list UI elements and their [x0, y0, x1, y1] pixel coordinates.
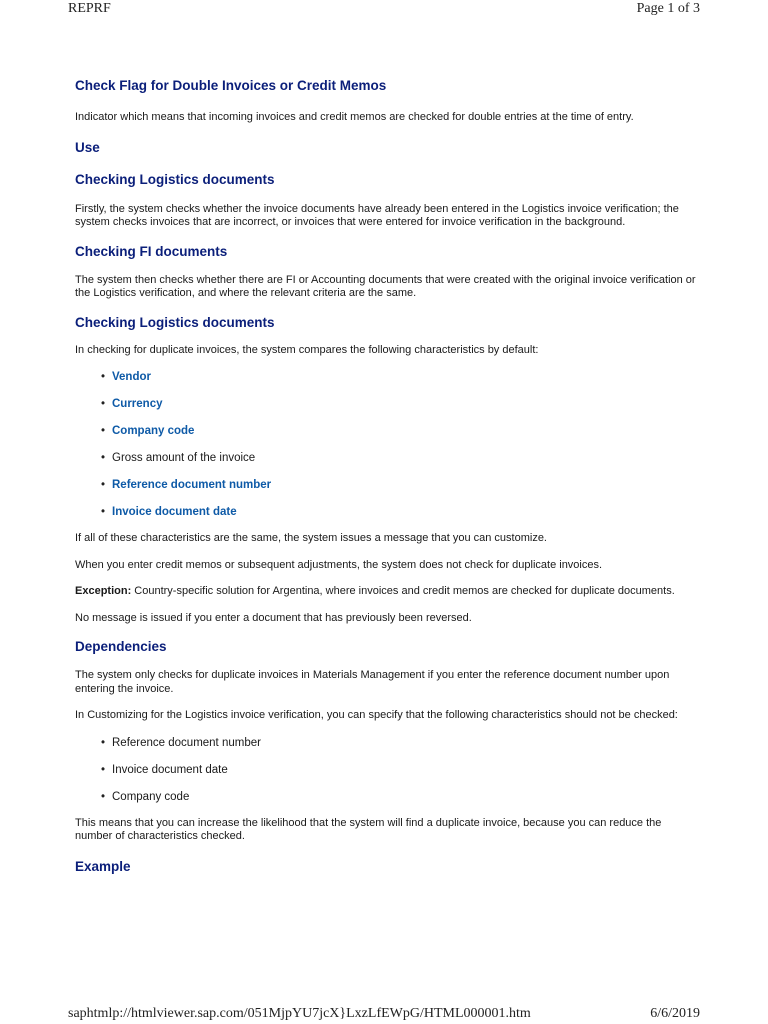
list-item-gross-amount [101, 451, 700, 465]
list-item-opt-reference [101, 736, 700, 750]
logistics-paragraph-1: Firstly, the system checks whether the invoice documents have already been entered in the Logistics invoice verification; the system checks invoices that are incorrect, or invoices that were entered for invoice verification in the background. [75, 202, 679, 228]
compare-paragraph: In checking for duplicate invoices, the system compares the following characteristics by default: [75, 343, 539, 356]
list-item-reference-document[interactable] [101, 478, 700, 492]
document-title: Check Flag for Double Invoices or Credit Memos [75, 78, 387, 93]
example-heading: Example [75, 858, 131, 874]
list-item-opt-invoice-date [101, 763, 700, 777]
footer-url: saphtmlp://htmlviewer.sap.com/051MjpYU7jcX}LxzLfEWpG/HTML000001.htm [68, 1006, 531, 1021]
fi-paragraph: The system then checks whether there are FI or Accounting documents that were created with the original invoice verification or the Logistics verification, and where the relevant criteria are the same. [75, 273, 696, 299]
dependencies-paragraph-2: In Customizing for the Logistics invoice verification, you can specify that the following characteristics should not be checked: [75, 709, 678, 721]
exception-text: Country-specific solution for Argentina, where invoices and credit memos are checked for duplicate documents. [131, 585, 675, 597]
logistics-heading-1: Checking Logistics documents [75, 171, 275, 187]
list-item-invoice-date[interactable] [101, 505, 700, 519]
footer-date: 6/6/2019 [650, 1006, 700, 1021]
same-characteristics-paragraph: If all of these characteristics are the same, the system issues a message that you can customize. [75, 532, 547, 544]
opt-company-code-text: Company code [112, 790, 190, 803]
invoice-date-link[interactable]: Invoice document date [112, 506, 237, 518]
dependencies-paragraph-1: The system only checks for duplicate invoices in Materials Management if you enter the reference document number upon entering the invoice. [75, 669, 670, 695]
fi-heading: Checking FI documents [75, 243, 228, 259]
list-item-opt-company-code [101, 790, 700, 804]
company-code-link[interactable]: Company code [112, 425, 195, 437]
exception-label: Exception: [75, 585, 132, 597]
gross-amount-text: Gross amount of the invoice [112, 452, 256, 464]
dependencies-heading: Dependencies [75, 639, 167, 654]
list-item-vendor[interactable] [101, 370, 700, 384]
optional-characteristics-list [75, 736, 700, 804]
exception-paragraph [75, 585, 700, 599]
document-body [75, 75, 700, 876]
logistics-heading-2: Checking Logistics documents [75, 314, 275, 330]
default-characteristics-list [75, 370, 700, 519]
likelihood-paragraph: This means that you can increase the likelihood that the system will find a duplicate invoice, because you can reduce the number of characteristics checked. [75, 816, 662, 842]
vendor-link[interactable]: Vendor [112, 371, 151, 383]
header-title: REPRF [68, 1, 111, 16]
list-item-company-code[interactable] [101, 424, 700, 438]
list-item-currency[interactable] [101, 397, 700, 411]
credit-memo-paragraph: When you enter credit memos or subsequent adjustments, the system does not check for duplicate invoices. [75, 558, 603, 571]
opt-invoice-date-text: Invoice document date [112, 763, 228, 776]
intro-paragraph: Indicator which means that incoming invoices and credit memos are checked for double entries at the time of entry. [75, 111, 634, 123]
page-number: Page 1 of 3 [636, 1, 700, 16]
reversed-paragraph: No message is issued if you enter a document that has previously been reversed. [75, 611, 472, 624]
use-heading: Use [75, 139, 100, 155]
opt-reference-text: Reference document number [112, 736, 261, 749]
currency-link[interactable]: Currency [112, 398, 163, 410]
reference-document-link[interactable]: Reference document number [112, 479, 272, 491]
